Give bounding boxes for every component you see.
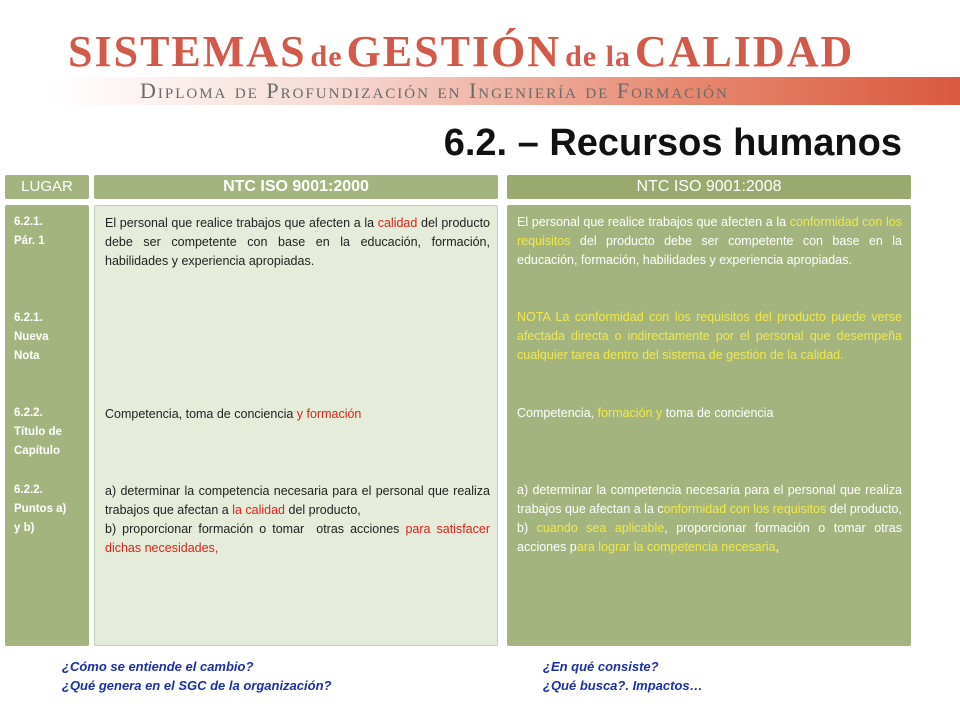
bottom-questions-left bbox=[62, 657, 331, 695]
column-header-lugar: LUGAR bbox=[5, 175, 89, 199]
title-word-de-la: de la bbox=[565, 40, 631, 73]
lugar-line: 6.2.2. bbox=[14, 407, 43, 419]
text-run: a) determinar la competencia necesaria para el personal que realiza trabajos que afectan a bbox=[105, 484, 490, 517]
title-word-gestion: GESTIÓN bbox=[346, 27, 562, 76]
lugar-item bbox=[14, 481, 86, 538]
bottom-questions-right bbox=[543, 657, 703, 695]
iso2008-point-b bbox=[517, 519, 902, 557]
text-run: El personal que realice trabajos que afecten a la bbox=[517, 215, 790, 229]
highlight-text: calidad bbox=[377, 216, 418, 230]
title-word-sistemas: SISTEMAS bbox=[68, 27, 307, 76]
column-header-iso2000: NTC ISO 9001:2000 bbox=[94, 175, 498, 199]
iso2008-nota: NOTA La conformidad con los requisitos del producto puede verse afectada directa o indirectamente por el personal que desempeña cualquier tarea dentro del sistema de gestión de la calidad. bbox=[517, 310, 902, 362]
iso2000-points bbox=[105, 482, 490, 558]
text-run: b) bbox=[517, 521, 537, 535]
lugar-line: Nota bbox=[14, 350, 40, 362]
question-text: ¿En qué consiste? bbox=[543, 659, 659, 674]
highlight-text: para satisfacer dichas necesidades bbox=[105, 522, 490, 555]
lugar-line: Nueva bbox=[14, 331, 49, 343]
lugar-panel bbox=[5, 205, 89, 646]
lugar-line: Pár. 1 bbox=[14, 235, 45, 247]
lugar-line: 6.2.1. bbox=[14, 312, 43, 324]
text-run: del producto debe ser competente con base en la educación, formación, habilidades y experiencia apropiadas. bbox=[517, 234, 902, 267]
text-run: del producto debe ser competente con base en la educación, formación, habilidades y experiencia apropiadas. bbox=[105, 216, 490, 268]
text-run: Competencia, toma de conciencia bbox=[105, 407, 297, 421]
text-run: toma de conciencia bbox=[662, 406, 774, 420]
highlight-text: ara lograr la competencia necesaria bbox=[576, 540, 776, 554]
iso2000-point-b bbox=[105, 520, 490, 558]
iso2008-paragraph-personal bbox=[517, 213, 902, 270]
lugar-item bbox=[14, 309, 86, 366]
column-header-iso2008: NTC ISO 9001:2008 bbox=[507, 175, 911, 199]
lugar-line: 6.2.1. bbox=[14, 216, 43, 228]
title-word-calidad: CALIDAD bbox=[634, 27, 855, 76]
title-word-de: de bbox=[310, 40, 343, 73]
lugar-line: 6.2.2. bbox=[14, 484, 43, 496]
presentation-title bbox=[68, 24, 928, 80]
text-run: , bbox=[214, 541, 219, 555]
text-run: , bbox=[775, 540, 779, 554]
iso2008-chapter-title bbox=[517, 404, 902, 423]
iso2000-paragraph-personal bbox=[105, 214, 490, 271]
question-text: ¿Qué busca?. Impactos… bbox=[543, 678, 703, 693]
presentation-subtitle: Diploma de Profundización en Ingeniería de Formación bbox=[140, 78, 729, 103]
text-run: del producto, bbox=[826, 502, 902, 516]
highlight-text: formación y bbox=[597, 406, 663, 420]
lugar-line: Capítulo bbox=[14, 445, 60, 457]
highlight-text: y formación bbox=[296, 407, 362, 421]
highlight-text: conformidad con los requisitos bbox=[517, 215, 902, 248]
iso2008-points bbox=[517, 481, 902, 557]
lugar-item bbox=[14, 404, 86, 461]
highlight-text: la calidad bbox=[232, 503, 286, 517]
text-run: del producto, bbox=[285, 503, 361, 517]
lugar-item bbox=[14, 213, 86, 251]
text-run: , proporcionar formación o tomar otras acciones p bbox=[517, 521, 903, 554]
iso2000-chapter-title bbox=[105, 405, 490, 424]
lugar-line: y b) bbox=[14, 522, 35, 534]
highlight-text: onformidad con los requisitos bbox=[663, 502, 827, 516]
question-text: ¿Qué genera en el SGC de la organización? bbox=[62, 678, 332, 693]
iso2000-panel bbox=[94, 205, 498, 646]
iso2008-point-a bbox=[517, 481, 902, 519]
highlight-text: cuando sea aplicable bbox=[536, 521, 665, 535]
lugar-line: Puntos a) bbox=[14, 503, 67, 515]
text-run: Competencia, bbox=[517, 406, 598, 420]
text-run: El personal que realice trabajos que afecten a la bbox=[105, 216, 378, 230]
iso2000-point-a bbox=[105, 482, 490, 520]
iso2008-panel bbox=[507, 205, 911, 646]
slide-title: 6.2. – Recursos humanos bbox=[443, 122, 902, 164]
text-run: b) proporcionar formación o tomar otras acciones bbox=[105, 522, 406, 536]
question-text: ¿Cómo se entiende el cambio? bbox=[62, 659, 254, 674]
text-run: a) determinar la competencia necesaria para el personal que realiza trabajos que afectan a la c bbox=[517, 483, 902, 516]
lugar-line: Título de bbox=[14, 426, 62, 438]
